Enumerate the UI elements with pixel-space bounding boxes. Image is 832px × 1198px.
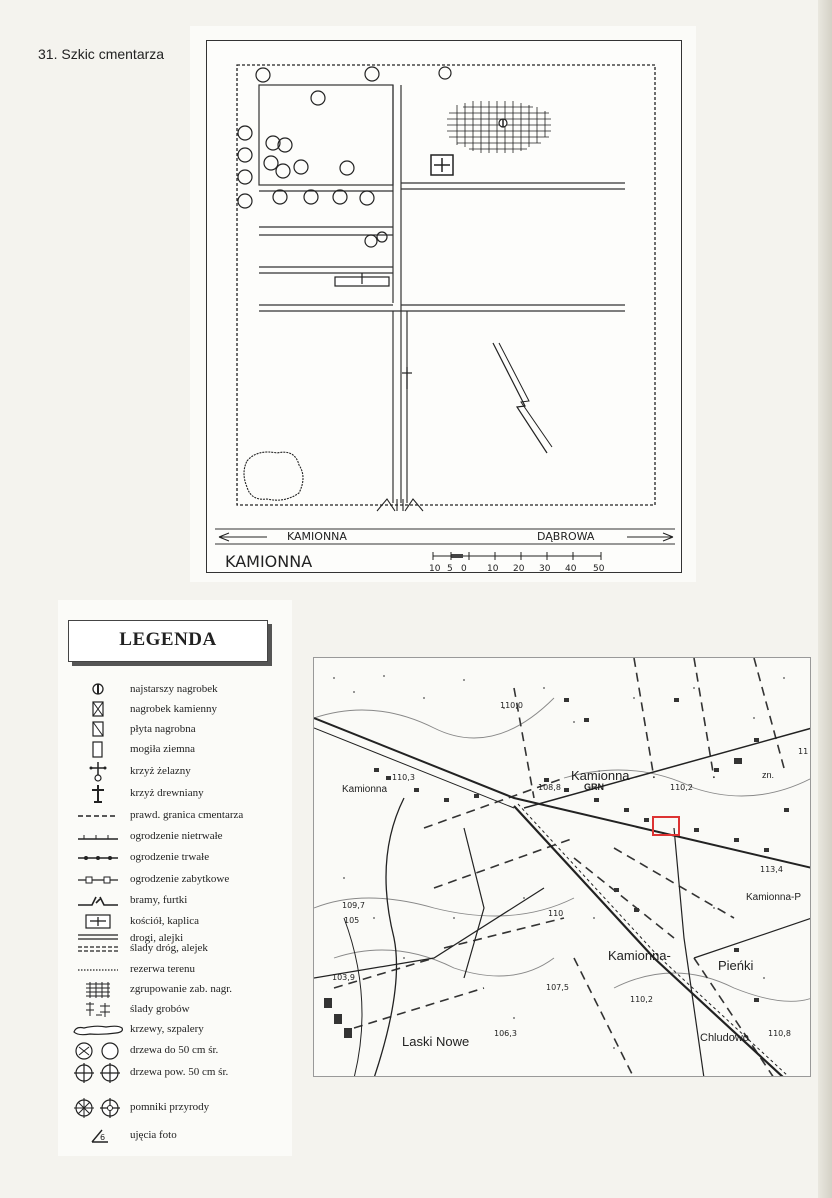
plot-nw xyxy=(259,85,393,185)
legend-item xyxy=(66,680,292,700)
legend-label: najstarszy nagrobek xyxy=(130,683,218,695)
temporary-fence-icon xyxy=(66,827,128,847)
stone-tombstone-icon xyxy=(66,700,128,720)
scale-tick-label: 30 xyxy=(539,564,551,574)
legend-label: ślady dróg, alejek xyxy=(130,942,208,954)
land-reserve-icon xyxy=(66,960,128,980)
legend-item xyxy=(66,1041,292,1061)
historic-fence-icon xyxy=(66,870,128,890)
map-label-kamionna-p: Kamionna-P xyxy=(746,892,802,903)
road-label-kamionna: KAMIONNA xyxy=(287,530,347,543)
legend-label: nagrobek kamienny xyxy=(130,703,218,715)
legend-item xyxy=(66,1098,292,1118)
scale-tick-label: 0 xyxy=(461,564,467,574)
legend-label: ogrodzenie nietrwałe xyxy=(130,830,223,842)
legend-label: pomniki przyrody xyxy=(130,1101,210,1113)
oldest-grave-icon xyxy=(66,680,128,700)
map-texture xyxy=(333,675,785,1049)
legend-label: prawd. granica cmentarza xyxy=(130,809,244,821)
map-label-kamionna: Kamionna xyxy=(571,768,630,783)
legend-item xyxy=(66,720,292,740)
legend-label: zgrupowanie zab. nagr. xyxy=(130,983,233,995)
photo-angle-icon xyxy=(66,1126,128,1146)
elevation-label: 110,0 xyxy=(500,701,523,710)
legend-item xyxy=(66,891,292,911)
legend-label: ujęcia foto xyxy=(130,1129,177,1141)
legend-item xyxy=(66,870,292,890)
legend-item xyxy=(66,980,292,1000)
field-boundaries xyxy=(334,658,784,1077)
elevation-label: 106,3 xyxy=(494,1029,517,1038)
small-trees-icon xyxy=(66,1041,128,1061)
map-label-kamionna-pienki-line1: Kamionna- xyxy=(608,948,671,963)
legend-label: drogi, alejki xyxy=(130,932,184,944)
legend-item xyxy=(66,700,292,720)
legend-label: mogiła ziemna xyxy=(130,743,196,755)
village-label: KAMIONNA xyxy=(225,552,313,571)
legend-item xyxy=(66,1126,292,1146)
scale-tick-label: 5 xyxy=(447,564,453,574)
church-chapel-icon xyxy=(66,912,128,932)
map-drawing xyxy=(314,658,811,1077)
legend-label: drzewa pow. 50 cm śr. xyxy=(130,1066,229,1078)
legend-label: krzyż drewniany xyxy=(130,787,204,799)
iron-cross-icon xyxy=(66,762,128,782)
legend-label: kościół, kaplica xyxy=(130,915,200,927)
shrubs-icon xyxy=(66,1020,128,1040)
legend-label: drzewa do 50 cm śr. xyxy=(130,1044,219,1056)
map-label-zn: zn. xyxy=(762,770,775,780)
map-label-kamionna-pienki-line2: Pieńki xyxy=(718,958,754,973)
large-trees-icon xyxy=(66,1063,128,1083)
elevation-label: 108,8 xyxy=(538,783,561,792)
legend-title: LEGENDA xyxy=(119,629,217,650)
map-label-laski-nowe: Laski Nowe xyxy=(402,1034,470,1049)
legend-item xyxy=(66,960,292,980)
scale-tick-label: 50 xyxy=(593,564,605,574)
map-label-grn: GRN xyxy=(584,782,604,792)
page-edge xyxy=(818,0,832,1198)
earth-grave-icon xyxy=(66,740,128,760)
page-heading: 31. Szkic cmentarza xyxy=(38,46,165,62)
cemetery-sketch-frame xyxy=(206,40,682,573)
scale-tick-label: 20 xyxy=(513,564,525,574)
legend-label: ślady grobów xyxy=(130,1003,190,1015)
legend-item xyxy=(66,827,292,847)
grave-cluster xyxy=(447,98,551,154)
elevation-label: 107,5 xyxy=(546,983,569,992)
legend-title-box xyxy=(68,620,268,662)
scale-bar xyxy=(433,552,601,560)
road-label-dabrowa: DĄBROWA xyxy=(537,530,595,543)
legend-item xyxy=(66,1020,292,1040)
topographic-map xyxy=(313,657,811,1077)
elevation-label: 105 xyxy=(344,916,360,925)
road-w xyxy=(374,798,404,1077)
scale-tick-label: 40 xyxy=(565,564,577,574)
legend-label: krzewy, szpalery xyxy=(130,1023,204,1035)
svg-text:6: 6 xyxy=(100,1133,106,1142)
north-arrow xyxy=(493,343,547,453)
shrubs xyxy=(244,452,303,500)
elevation-label: 110,2 xyxy=(630,995,653,1004)
wooden-cross-icon xyxy=(66,784,128,804)
legend-item xyxy=(66,848,292,868)
elevation-labels xyxy=(332,701,808,1038)
cemetery-boundary xyxy=(237,65,655,505)
road-ne xyxy=(524,728,811,808)
map-label-chludowo: Chludowo xyxy=(700,1032,749,1044)
legend-item xyxy=(66,1000,292,1020)
probable-boundary-icon xyxy=(66,806,128,826)
scale-tick-label: 10 xyxy=(487,564,499,574)
elevation-label: 110,3 xyxy=(392,773,415,782)
grave-traces-icon xyxy=(66,1000,128,1020)
elevation-label: 110,2 xyxy=(670,783,693,792)
legend-item xyxy=(66,784,292,804)
elevation-label: 11 xyxy=(798,747,809,756)
elevation-label: 103,9 xyxy=(332,973,355,982)
elevation-label: 110,8 xyxy=(768,1029,791,1038)
legend-label: krzyż żelazny xyxy=(130,765,191,777)
legend-item xyxy=(66,762,292,782)
legend-label: bramy, furtki xyxy=(130,894,188,906)
natural-monument-icon xyxy=(66,1098,128,1118)
elevation-label: 110 xyxy=(548,909,564,918)
legend-label: ogrodzenie zabytkowe xyxy=(130,873,230,885)
scale-tick-label: 10 xyxy=(429,564,441,574)
trees xyxy=(238,67,451,247)
elevation-label: 109,7 xyxy=(342,901,365,910)
map-label-kamionna-west: Kamionna xyxy=(342,784,388,795)
legend-item xyxy=(66,740,292,760)
permanent-fence-icon xyxy=(66,848,128,868)
elevation-label: 113,4 xyxy=(760,865,783,874)
grave-slab-icon xyxy=(66,720,128,740)
legend-label: rezerwa terenu xyxy=(130,963,196,975)
gate-icon xyxy=(66,891,128,911)
legend-item xyxy=(66,932,292,956)
legend-label: płyta nagrobna xyxy=(130,723,196,735)
legend-item xyxy=(66,912,292,932)
cemetery-sketch xyxy=(207,41,683,574)
legend-label: ogrodzenie trwałe xyxy=(130,851,210,863)
grave-cluster-icon xyxy=(66,980,128,1000)
roads-icon xyxy=(66,932,128,956)
legend-item xyxy=(66,806,292,826)
legend-item xyxy=(66,1063,292,1083)
